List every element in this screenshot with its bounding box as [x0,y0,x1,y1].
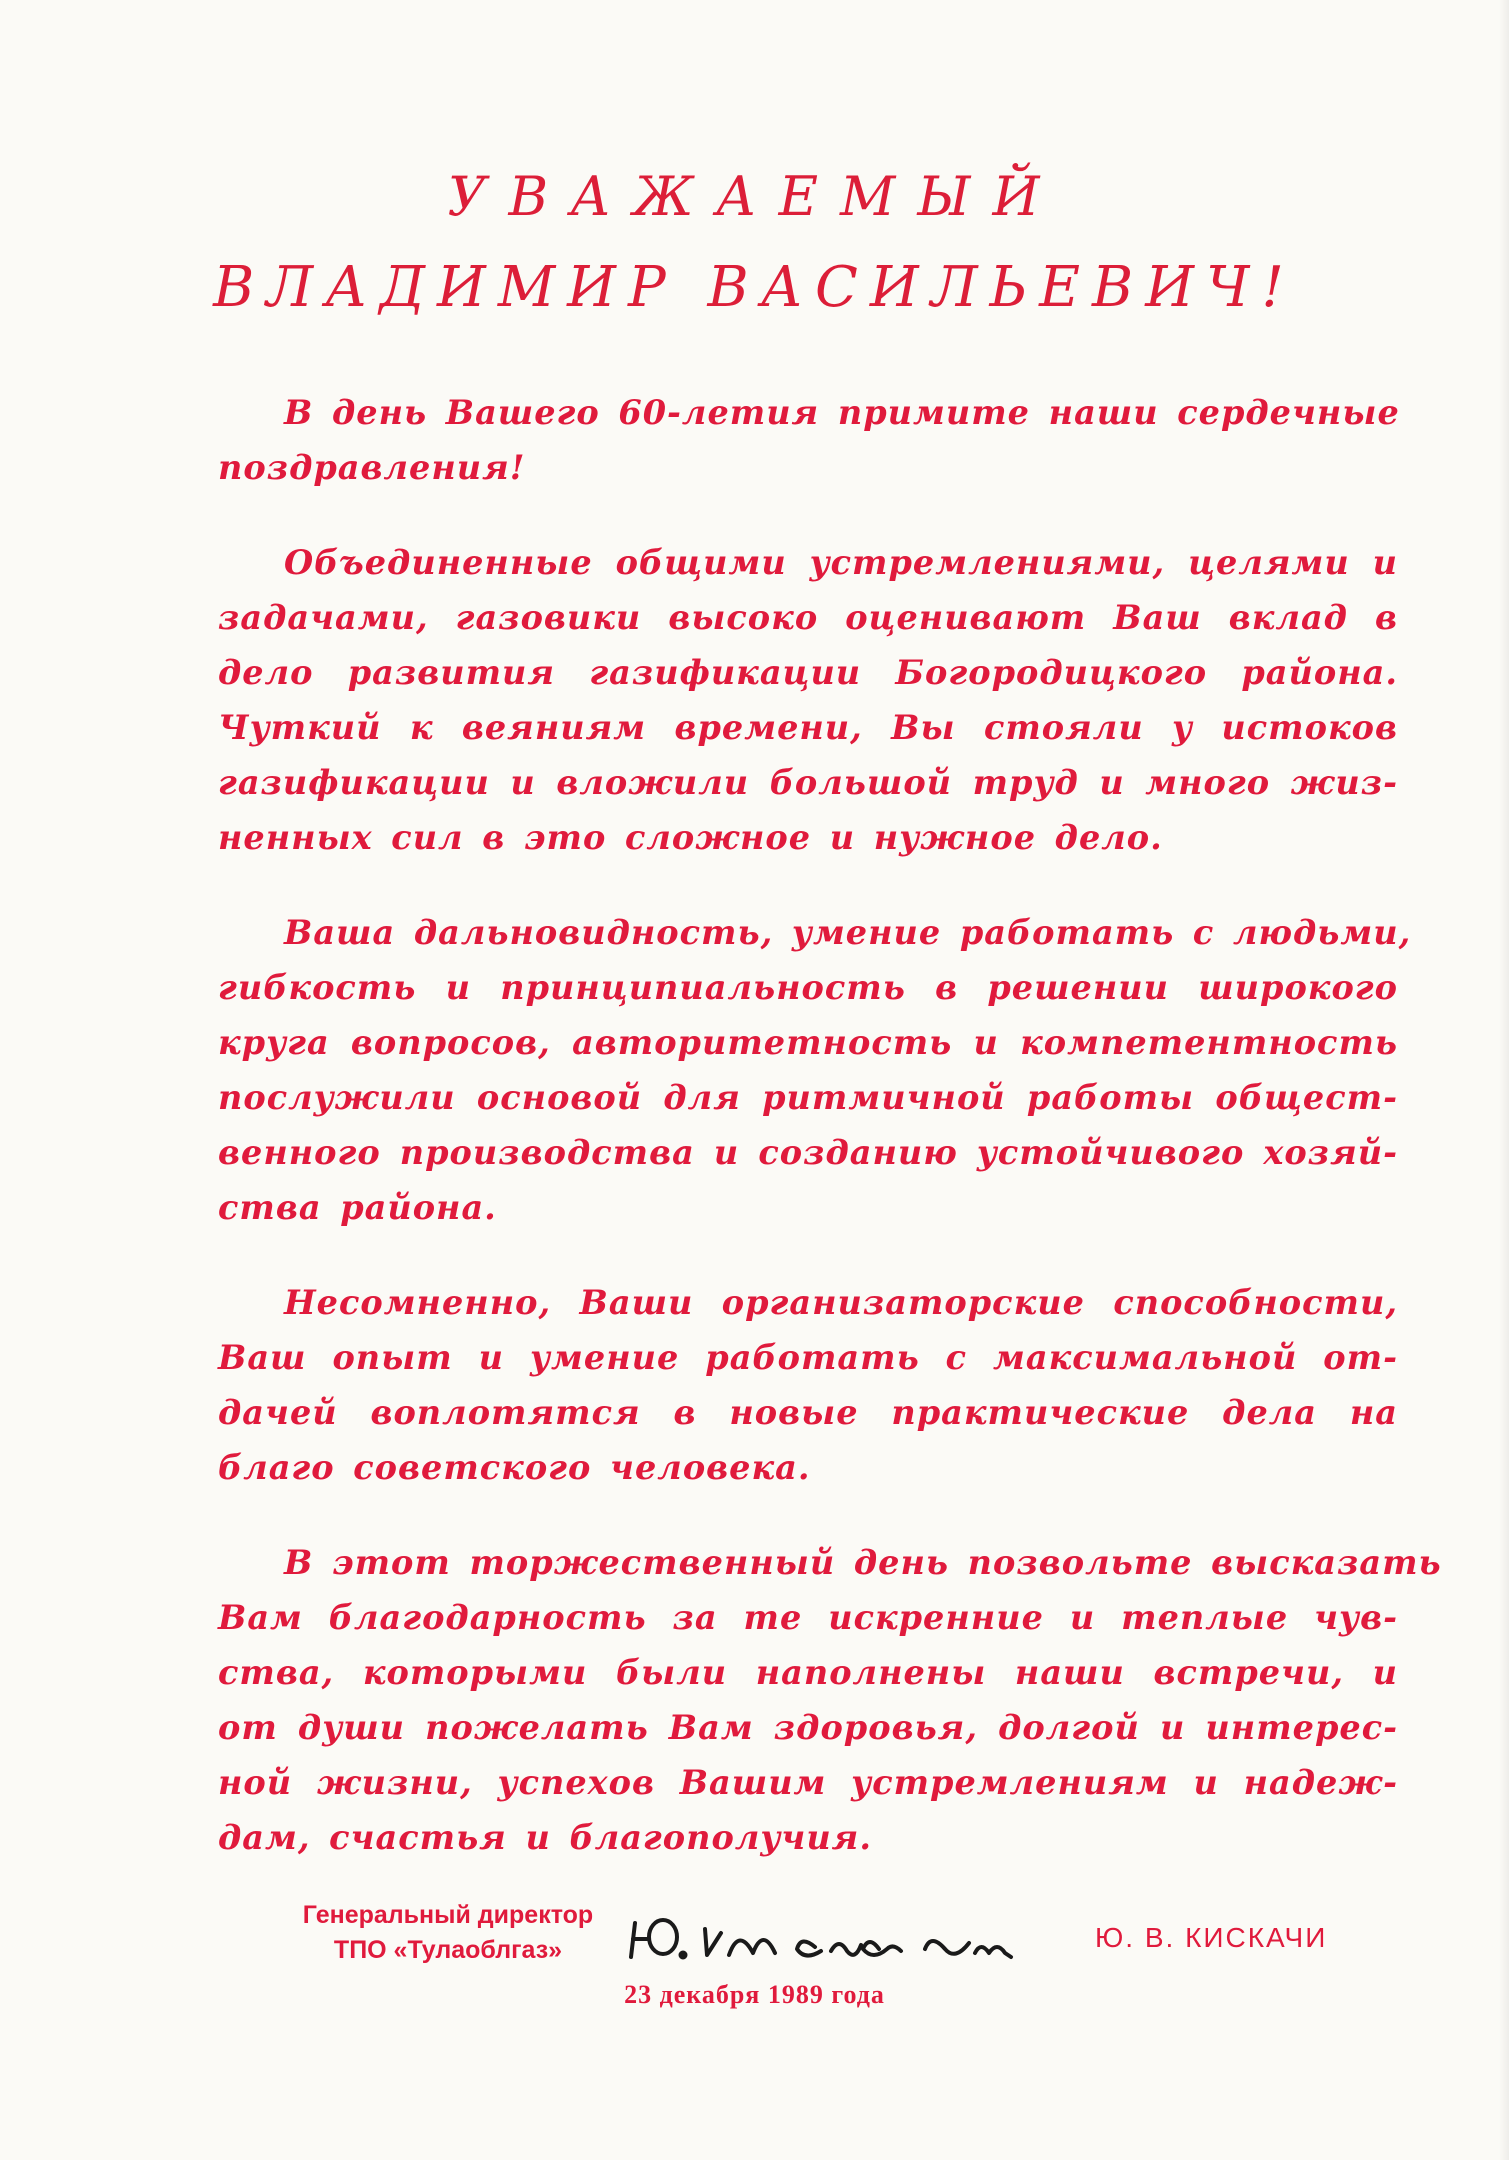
signatory-name: Ю. В. КИСКАЧИ [1095,1922,1328,1953]
paragraph-2-line-4: Чуткий к веяниям времени, Вы стояли у истоков [218,708,1398,747]
paragraph-4-line-2: Ваш опыт и умение работать с максимальной от- [218,1338,1398,1377]
paragraph-5-line-2: Вам благодарность за те искренние и теплые чув- [218,1598,1398,1637]
paragraph-5-line-4: от души пожелать Вам здоровья, долгой и интерес- [218,1708,1398,1747]
greeting-line-2: ВЛАДИМИР ВАСИЛЬЕВИЧ! [213,255,1296,320]
document-date: 23 декабря 1989 года [624,1980,885,2009]
paragraph-2-line-5: газификации и вложили большой труд и много жиз- [218,763,1398,802]
paragraph-5-line-1: В этот торжественный день позвольте высказать [284,1543,1442,1582]
paragraph-3-line-2: гибкость и принципиальность в решении широкого [218,968,1398,1007]
signatory-position [278,1898,618,1968]
paragraph-4-line-3: дачей воплотятся в новые практические дела на [218,1393,1398,1432]
paragraph-4-line-4: благо советского человека. [218,1448,811,1487]
position-title: Генеральный директор [302,1901,594,1929]
paragraph-5-line-3: ства, которыми были наполнены наши встречи, и [218,1653,1398,1692]
paragraph-2-line-2: задачами, газовики высоко оценивают Ваш вклад в [218,598,1398,637]
paragraph-4-line-1: Несомненно, Ваши организаторские способности, [284,1283,1398,1322]
paragraph-2-line-6: ненных сил в это сложное и нужное дело. [218,818,1163,857]
paragraph-3-line-4: послужили основой для ритмичной работы общест- [218,1078,1398,1117]
paragraph-3-line-6: ства района. [218,1188,497,1227]
handwritten-signature [625,1905,1085,1975]
paragraph-3-line-5: венного производства и созданию устойчивого хозяй- [218,1133,1398,1172]
page-edge-shadow [1499,0,1509,2160]
paragraph-5-line-5: ной жизни, успехов Вашим устремлениям и надеж- [218,1763,1398,1802]
paragraph-2-line-1: Объединенные общими устремлениями, целями и [284,543,1398,582]
paragraph-1-line-1: В день Вашего 60-летия примите наши сердечные [284,393,1400,432]
paragraph-3-line-3: круга вопросов, авторитетность и компетентность [218,1023,1398,1062]
organization-name: ТПО «Тулаоблгаз» [333,1936,563,1964]
paragraph-5-line-6: дам, счастья и благополучия. [218,1818,873,1857]
greeting-line-1: УВАЖАЕМЫЙ [447,165,1062,228]
letter-body [218,385,1442,1865]
paragraph-1-line-2: поздравления! [218,448,526,487]
paragraph-2-line-3: дело развития газификации Богородицкого района. [218,653,1398,692]
paragraph-3-line-1: Ваша дальновидность, умение работать с людьми, [284,913,1412,952]
